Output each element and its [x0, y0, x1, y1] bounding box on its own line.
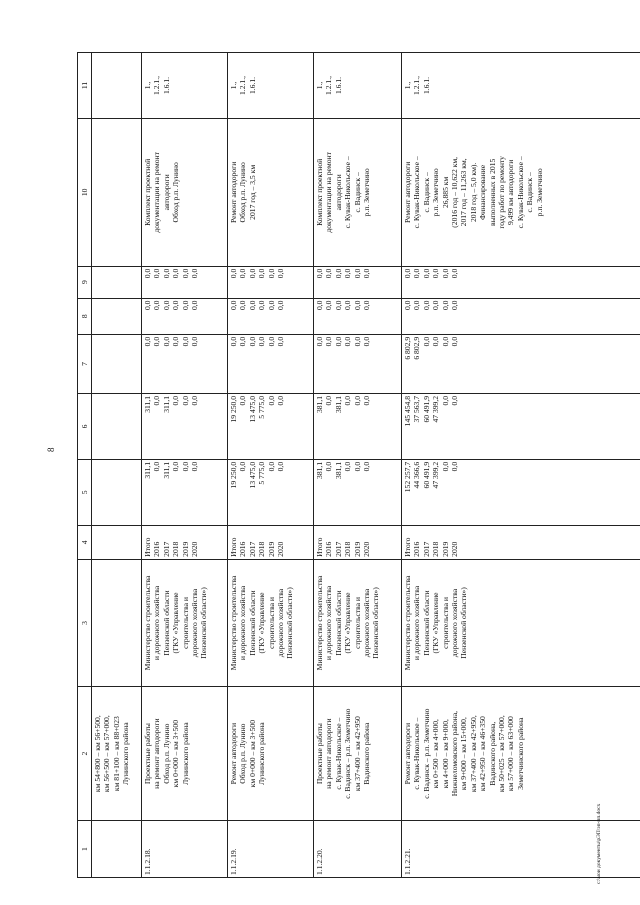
cell-value: 0,0 0,0 0,0 0,0 0,0 0,0 [228, 298, 314, 334]
column-number: 10 [78, 118, 92, 266]
cell-exec: Министерство строительства и дорожного хозяйства Пензенской области (ГКУ «Управление строительства и дорожного хозяйства Пензенской области») [314, 559, 402, 686]
cell-value: 381,1 0,0 381,1 0,0 0,0 0,0 [314, 459, 402, 525]
cell-exec: Министерство строительства и дорожного хозяйства Пензенской области (ГКУ «Управление строительства и дорожного хозяйства Пензенской области») [142, 559, 228, 686]
cell-value: 19 250,0 0,0 13 475,0 5 775,0 0,0 0,0 [228, 459, 314, 525]
cell-name: Проектные работы на ремонт автодороги Обход р.п. Лунино км 0+000 – км 3+500 Лунинского района [142, 687, 228, 821]
cell-indicator: 1., 1.2.1., 1.6.1. [228, 53, 314, 119]
cell-value: 0,0 0,0 0,0 0,0 0,0 0,0 [142, 334, 228, 393]
cell-value: 0,0 0,0 0,0 0,0 0,0 0,0 [402, 266, 640, 298]
cell-value: 0,0 0,0 0,0 0,0 0,0 0,0 [402, 298, 640, 334]
column-number-row [78, 53, 92, 878]
cell-value [92, 266, 142, 298]
cell-value: 19 250,0 0,0 13 475,0 5 775,0 0,0 0,0 [228, 393, 314, 459]
cell-value: 0,0 0,0 0,0 0,0 0,0 0,0 [314, 266, 402, 298]
cell-indicator [92, 53, 142, 119]
cell-value [92, 298, 142, 334]
cell-indicator: 1., 1.2.1., 1.6.1. [142, 53, 228, 119]
column-number: 1 [78, 821, 92, 878]
cell-result: Ремонт автодороги с. Кувак-Никольское – с. Вадинск – р.п. Земетчино 26,885 км (2016 год – 10,622 км, 2017 год – 11,263 км, 2018 год – 5,0 км). Финансирование выполненных в 2015 году работ по ремонту 9,499 км автодороги с. Кувак-Никольское – с. Вадинск – р.п. Земетчино [402, 118, 640, 266]
column-number: 9 [78, 266, 92, 298]
column-number: 2 [78, 687, 92, 821]
cell-value: 0,0 0,0 0,0 0,0 0,0 0,0 [228, 334, 314, 393]
column-number: 7 [78, 334, 92, 393]
cell-year: Итого 2016 2017 2018 2019 2020 [228, 525, 314, 559]
cell-name: Ремонт автодороги Обход р.п. Лунино км 0+000 – км 3+500 Лунинского района [228, 687, 314, 821]
cell-value [92, 459, 142, 525]
cell-year: Итого 2016 2017 2018 2019 2020 [314, 525, 402, 559]
cell-num: 1.1.2.19. [228, 821, 314, 878]
column-number: 3 [78, 559, 92, 686]
cell-num: 1.1.2.20. [314, 821, 402, 878]
table-row [402, 53, 640, 878]
cell-value: 0,0 0,0 0,0 0,0 0,0 0,0 [228, 266, 314, 298]
rotated-table-container [77, 52, 640, 878]
cell-value: 6 802,9 6 802,9 0,0 0,0 0,0 0,0 [402, 334, 640, 393]
column-number: 4 [78, 525, 92, 559]
cell-value: 152 257,7 44 366,6 60 491,9 47 399,2 0,0 0,0 [402, 459, 640, 525]
cell-num: 1.1.2.18. [142, 821, 228, 878]
cell-value: 311,1 0,0 311,1 0,0 0,0 0,0 [142, 459, 228, 525]
cell-value [92, 334, 142, 393]
cell-name: Ремонт автодороги с. Кувак-Никольское – с. Вадинск – р.п. Земетчино км 0+500 – км 4+000, км 4+000 – км 9+000, Нижнеломовского района, км 9+000 – км 15+000, км 37+400 – км 42+950, км 42+950 – км 46+350 Вадинского района, км 50+025 – км 57+000, км 57+000 – км 63+000 Земетчинского района [402, 687, 640, 821]
column-number: 8 [78, 298, 92, 334]
cell-value: 311,1 0,0 311,1 0,0 0,0 0,0 [142, 393, 228, 459]
cell-year [92, 525, 142, 559]
cell-result [92, 118, 142, 266]
cell-result: Комплект проектной документации на ремонт автодороги с. Кувак-Никольское – с. Вадинск – р.п. Земетчино [314, 118, 402, 266]
program-measures-table [77, 52, 640, 878]
cell-num: 1.1.2.21. [402, 821, 640, 878]
table-row [142, 53, 228, 878]
cell-result: Ремонт автодороги Обход р.п. Лунино 2017 год – 3,5 км [228, 118, 314, 266]
cell-exec [92, 559, 142, 686]
cell-name: Проектные работы на ремонт автодороги с. Кувак-Никольское – с. Вадинск – р.п. Земетчино км 37+400 – км 42+950 Вадинского района [314, 687, 402, 821]
cell-num [92, 821, 142, 878]
column-number: 5 [78, 459, 92, 525]
cell-value [92, 393, 142, 459]
table-row [228, 53, 314, 878]
cell-year: Итого 2016 2017 2018 2019 2020 [402, 525, 640, 559]
cell-value: 0,0 0,0 0,0 0,0 0,0 0,0 [142, 266, 228, 298]
footer-file-path: c:\мои документы\рЭП\эп-пп.docx [596, 803, 602, 884]
cell-exec: Министерство строительства и дорожного хозяйства Пензенской области (ГКУ «Управление строительства и дорожного хозяйства Пензенской области») [228, 559, 314, 686]
continuation-row [92, 53, 142, 878]
page-number: 8 [46, 447, 56, 452]
column-number: 11 [78, 53, 92, 119]
cell-result: Комплект проектной документации на ремонт автодороги Обход р.п. Лунино [142, 118, 228, 266]
cell-value: 145 454,8 37 563,7 60 491,9 47 399,2 0,0 0,0 [402, 393, 640, 459]
cell-name: км 54+800 – км 56+500, км 56+500 – км 57+000, км 81+100 – км 88+023 Лунинского района [92, 687, 142, 821]
cell-year: Итого 2016 2017 2018 2019 2020 [142, 525, 228, 559]
cell-indicator: 1., 1.2.1., 1.6.1. [314, 53, 402, 119]
cell-value: 0,0 0,0 0,0 0,0 0,0 0,0 [314, 334, 402, 393]
cell-value: 0,0 0,0 0,0 0,0 0,0 0,0 [314, 298, 402, 334]
cell-exec: Министерство строительства и дорожного хозяйства Пензенской области (ГКУ «Управление строительства и дорожного хозяйства Пензенской области») [402, 559, 640, 686]
column-number: 6 [78, 393, 92, 459]
cell-indicator: 1., 1.2.1., 1.6.1. [402, 53, 640, 119]
table-row [314, 53, 402, 878]
cell-value: 381,1 0,0 381,1 0,0 0,0 0,0 [314, 393, 402, 459]
cell-value: 0,0 0,0 0,0 0,0 0,0 0,0 [142, 298, 228, 334]
